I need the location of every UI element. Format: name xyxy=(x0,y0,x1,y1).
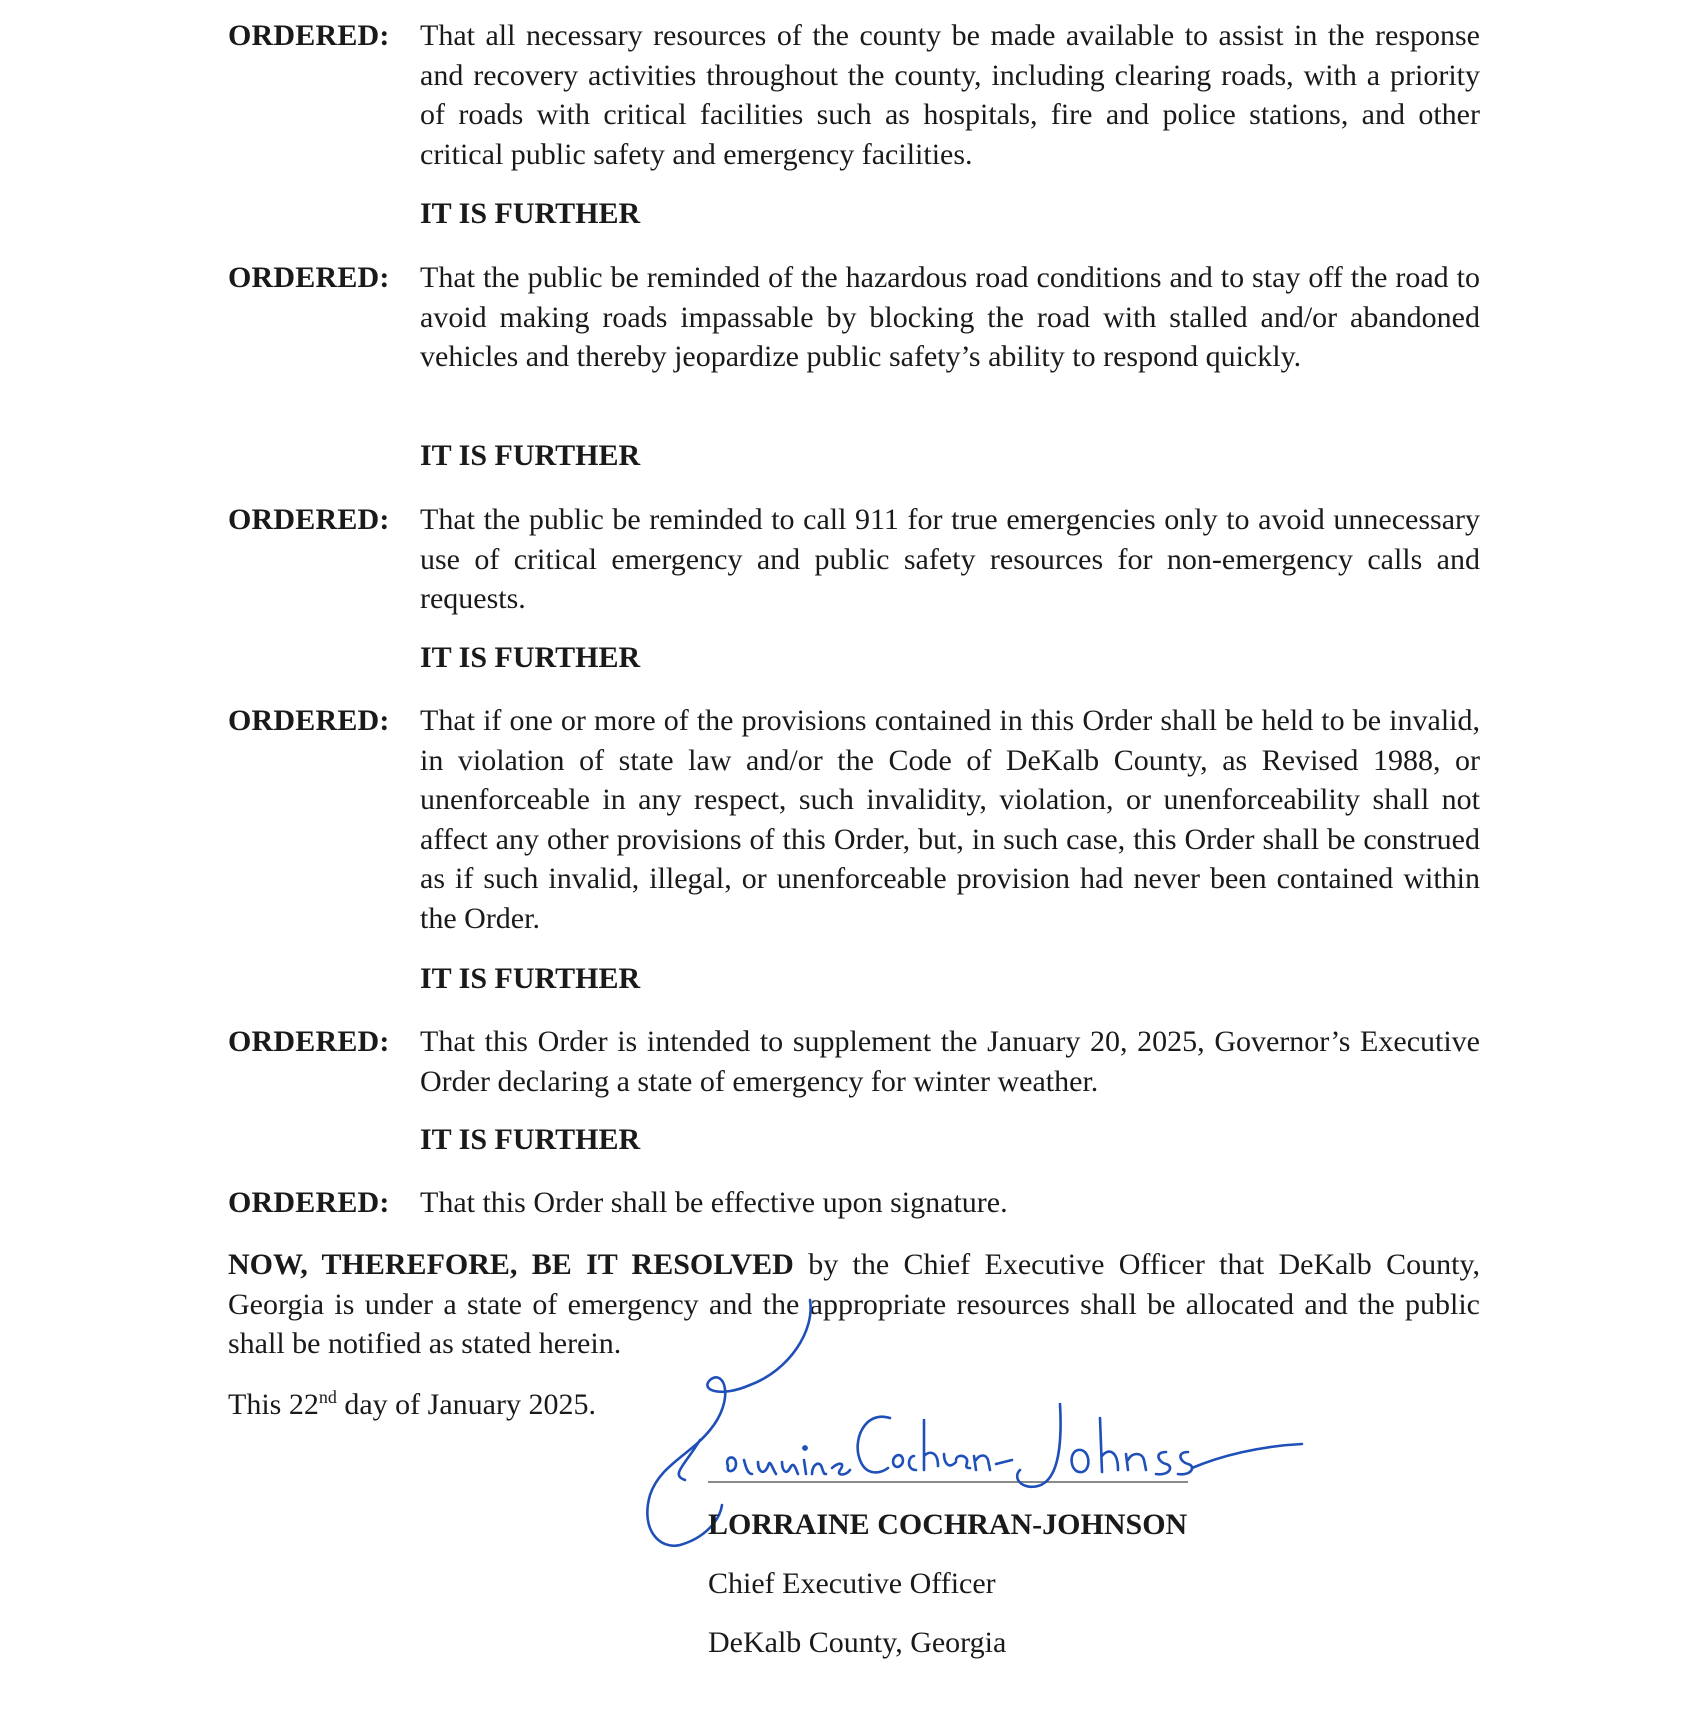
it-is-further-heading: IT IS FURTHER xyxy=(420,641,641,674)
ordered-text: That this Order is intended to supplement the January 20, 2025, Governor’s Executive Order declaring a state of emergency for winter weather. xyxy=(420,1025,1480,1098)
resolution-lead: NOW, THEREFORE, BE IT RESOLVED xyxy=(228,1248,794,1281)
ordered-text: That this Order shall be effective upon signature. xyxy=(420,1186,1008,1219)
ordered-label: ORDERED: xyxy=(228,1186,390,1219)
ordered-text: That the public be reminded to call 911 for true emergencies only to avoid unnecessary use of critical emergency and public safety resources for non-emergency calls and requests. xyxy=(420,503,1480,615)
ordered-label: ORDERED: xyxy=(228,503,390,536)
it-is-further-heading: IT IS FURTHER xyxy=(420,197,641,230)
it-is-further-heading: IT IS FURTHER xyxy=(420,962,641,995)
ordered-text: That all necessary resources of the county be made available to assist in the response and recovery activities throughout the county, including clearing roads, with a priority of roads with critical facilities such as hospitals, fire and police stations, and other critical public safety and emergency facilities. xyxy=(420,19,1480,171)
signature-line xyxy=(708,1481,1188,1483)
date-ordinal-suffix: nd xyxy=(318,1387,337,1407)
date-prefix: This 22 xyxy=(228,1388,319,1421)
ordered-text: That the public be reminded of the hazardous road conditions and to stay off the road to avoid making roads impassable by blocking the road with stalled and/or abandoned vehicles and thereby jeopardize public safety’s ability to respond quickly. xyxy=(420,261,1480,373)
signatory-title: Chief Executive Officer xyxy=(708,1567,996,1600)
ordered-label: ORDERED: xyxy=(228,1025,390,1058)
ordered-label: ORDERED: xyxy=(228,261,390,294)
resolution-paragraph xyxy=(228,1245,1480,1364)
it-is-further-heading: IT IS FURTHER xyxy=(420,439,641,472)
ordered-label: ORDERED: xyxy=(228,19,390,52)
signatory-organization: DeKalb County, Georgia xyxy=(708,1626,1007,1659)
ordered-label: ORDERED: xyxy=(228,704,390,737)
resolution-text: by the Chief Executive Officer that DeKalb County, Georgia is under a state of emergency and the appropriate resources shall be allocated and the public shall be notified as stated herein. xyxy=(228,1248,1480,1360)
date-line xyxy=(228,1385,596,1425)
ordered-text: That if one or more of the provisions contained in this Order shall be held to be invalid, in violation of state law and/or the Code of DeKalb County, as Revised 1988, or unenforceable in any respect, such invalidity, violation, or unenforceability shall not affect any other provisions of this Order, but, in such case, this Order shall be construed as if such invalid, illegal, or unenforceable provision had never been contained within the Order. xyxy=(420,704,1480,935)
date-rest: day of January 2025. xyxy=(336,1388,596,1421)
it-is-further-heading: IT IS FURTHER xyxy=(420,1123,641,1156)
signatory-name: LORRAINE COCHRAN-JOHNSON xyxy=(708,1508,1188,1541)
